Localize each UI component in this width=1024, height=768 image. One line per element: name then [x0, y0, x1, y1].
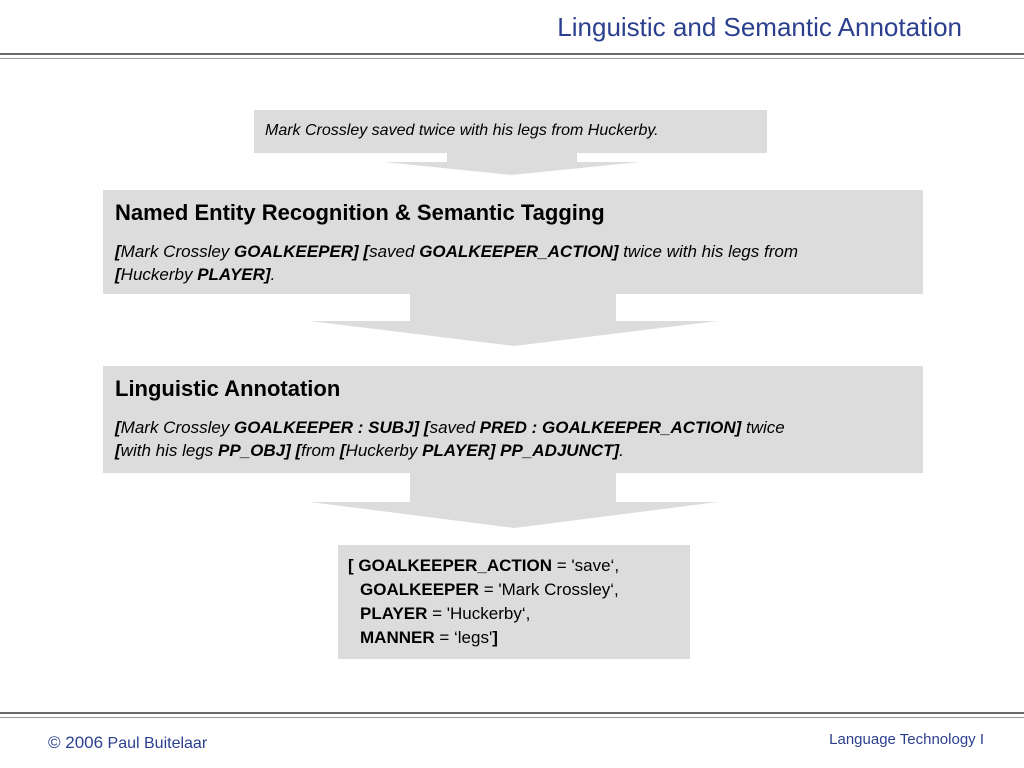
ner-text-3: GOALKEEPER] [	[234, 242, 370, 261]
ner-text-7: [	[115, 265, 121, 284]
input-sentence: Mark Crossley saved twice with his legs from Huckerby.	[265, 122, 659, 139]
author-name: Paul Buitelaar	[107, 735, 208, 752]
ling-heading: Linguistic Annotation	[115, 376, 341, 401]
footer-divider	[0, 712, 1024, 718]
frame-key-goalkeeper: GOALKEEPER	[360, 580, 480, 599]
down-arrow-1	[384, 153, 640, 175]
frame-open-bracket: [	[348, 556, 359, 575]
frame-line-goalkeeper	[348, 578, 690, 602]
ner-text-10: .	[270, 265, 276, 284]
slide-title: Linguistic and Semantic Annotation	[557, 12, 962, 42]
frame-close-bracket: ]	[492, 628, 498, 647]
frame-line-action	[348, 554, 690, 578]
ling-text-13: PLAYER] PP_ADJUNCT]	[422, 441, 620, 460]
ling-text-11: [	[339, 441, 346, 460]
ling-text-3: GOALKEEPER : SUBJ] [	[234, 418, 430, 437]
ner-box	[103, 190, 923, 294]
ling-text-1: [	[115, 418, 121, 437]
ling-annotation	[115, 416, 911, 462]
semantic-frame-box	[338, 545, 690, 659]
ner-text-6: twice with his legs from	[618, 242, 798, 261]
frame-line-player	[348, 602, 690, 626]
ner-text-2: Mark Crossley	[120, 242, 235, 261]
frame-key-player: PLAYER	[360, 604, 428, 623]
ner-text-8: Huckerby	[120, 265, 198, 284]
frame-key-action: GOALKEEPER_ACTION	[358, 556, 553, 575]
ner-text-9: PLAYER]	[197, 265, 271, 284]
ner-annotation	[115, 240, 911, 286]
copyright-year: © 2006	[48, 733, 104, 752]
ner-text-5: GOALKEEPER_ACTION]	[419, 242, 619, 261]
ner-text-1: [	[115, 242, 121, 261]
ling-text-14: .	[619, 441, 624, 460]
frame-value-player: = 'Huckerby‘,	[427, 604, 531, 623]
ling-text-8: with his legs	[120, 441, 218, 460]
ner-text-4: saved	[369, 242, 420, 261]
down-arrow-2	[310, 294, 718, 346]
input-sentence-box	[254, 110, 767, 153]
frame-value-manner: = ‘legs'	[434, 628, 493, 647]
frame-value-action: = 'save‘,	[552, 556, 620, 575]
ling-text-2: Mark Crossley	[120, 418, 235, 437]
ling-text-4: saved	[429, 418, 480, 437]
footer-course: Language Technology I	[829, 731, 984, 748]
ling-text-5: PRED : GOALKEEPER_ACTION]	[479, 418, 742, 437]
header-divider	[0, 53, 1024, 59]
ling-text-9: PP_OBJ] [	[218, 441, 302, 460]
ling-text-10: from	[301, 441, 340, 460]
ling-text-7: [	[115, 441, 121, 460]
down-arrow-3	[310, 473, 718, 528]
frame-value-goalkeeper: = 'Mark Crossley‘,	[479, 580, 619, 599]
ner-heading: Named Entity Recognition & Semantic Tagging	[115, 200, 605, 225]
ling-text-12: Huckerby	[345, 441, 423, 460]
frame-line-manner	[348, 626, 690, 650]
frame-key-manner: MANNER	[360, 628, 435, 647]
footer-copyright	[48, 733, 207, 753]
ling-text-6: twice	[741, 418, 785, 437]
linguistic-annotation-box	[103, 366, 923, 473]
